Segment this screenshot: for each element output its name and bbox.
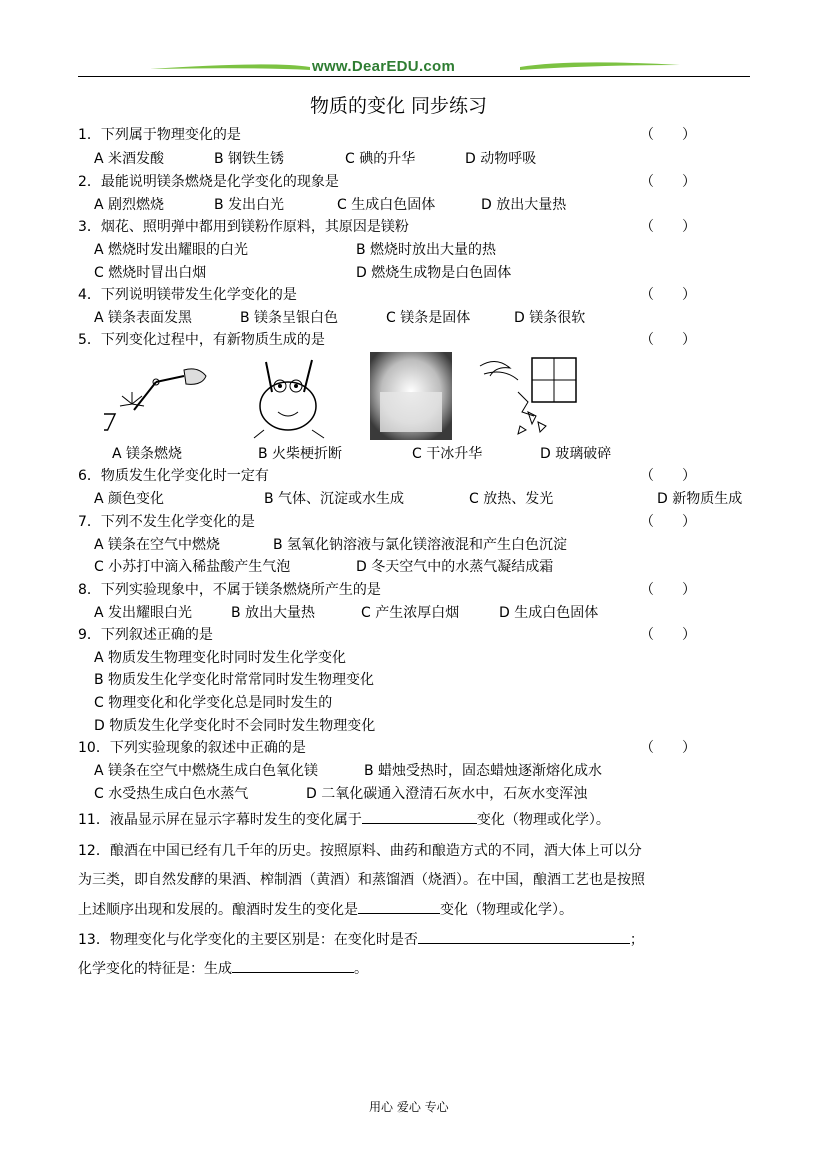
q11-text-pre: 11．液晶显示屏在显示字幕时发生的变化属于 <box>78 812 362 828</box>
q8-option-a[interactable]: A 发出耀眼白光 <box>94 605 193 621</box>
q1-answer-paren[interactable]: （ ） <box>640 127 696 143</box>
q6-option-b[interactable]: B 气体、沉淀或水生成 <box>264 491 405 507</box>
q4-option-d[interactable]: D 镁条很软 <box>514 310 586 326</box>
q7-stem: 7．下列不发生化学变化的是 <box>78 514 255 530</box>
q10-stem: 10．下列实验现象的叙述中正确的是 <box>78 740 306 756</box>
page-footer: 用心 爱心 专心 <box>369 1100 449 1114</box>
q10-answer-paren[interactable]: （ ） <box>640 740 696 756</box>
q4-answer-paren[interactable]: （ ） <box>640 287 696 303</box>
q3-option-a[interactable]: A 燃烧时发出耀眼的白光 <box>94 242 249 258</box>
q10-option-d[interactable]: D 二氧化碳通入澄清石灰水中，石灰水变浑浊 <box>306 786 588 802</box>
matchstick-breaking-picture[interactable] <box>242 352 342 440</box>
q13-text-post: ； <box>629 932 644 948</box>
site-logo[interactable]: www.DearEDU.com <box>312 58 456 75</box>
q7-option-b[interactable]: B 氢氧化钠溶液与氯化镁溶液混和产生白色沉淀 <box>273 537 568 553</box>
q3-answer-paren[interactable]: （ ） <box>640 219 696 235</box>
q5-option-c[interactable]: C 干冰升华 <box>412 446 483 462</box>
q1-option-b[interactable]: B 钢铁生锈 <box>214 151 285 167</box>
q13-line-2 <box>78 958 368 978</box>
header-rule <box>78 76 750 77</box>
q3-option-c[interactable]: C 燃烧时冒出白烟 <box>94 265 207 281</box>
q2-option-b[interactable]: B 发出白光 <box>214 197 285 213</box>
q5-option-b[interactable]: B 火柴梗折断 <box>258 446 343 462</box>
q4-stem: 4．下列说明镁带发生化学变化的是 <box>78 287 297 303</box>
q13-text-post-2: 。 <box>354 961 368 977</box>
q13-text-pre-2: 化学变化的特征是：生成 <box>78 961 232 977</box>
q12-text-post: 变化（物理或化学）。 <box>440 902 573 918</box>
q4-option-b[interactable]: B 镁条呈银白色 <box>240 310 339 326</box>
q7-option-a[interactable]: A 镁条在空气中燃烧 <box>94 537 221 553</box>
q8-option-c[interactable]: C 产生浓厚白烟 <box>361 605 460 621</box>
q10-option-c[interactable]: C 水受热生成白色水蒸气 <box>94 786 249 802</box>
q8-option-b[interactable]: B 放出大量热 <box>231 605 316 621</box>
q12-line-3 <box>78 899 573 919</box>
q1-option-c[interactable]: C 碘的升华 <box>345 151 416 167</box>
q8-answer-paren[interactable]: （ ） <box>640 582 696 598</box>
magnesium-burning-picture[interactable] <box>104 352 216 440</box>
q13-text-pre: 13．物理变化与化学变化的主要区别是：在变化时是否 <box>78 932 418 948</box>
q6-stem: 6．物质发生化学变化时一定有 <box>78 468 269 484</box>
q9-option-b[interactable]: B 物质发生化学变化时常常同时发生物理变化 <box>94 672 375 688</box>
q4-option-c[interactable]: C 镁条是固体 <box>386 310 471 326</box>
q6-option-c[interactable]: C 放热、发光 <box>469 491 554 507</box>
q12-text-pre: 上述顺序出现和发展的。酿酒时发生的变化是 <box>78 902 358 918</box>
q4-option-a[interactable]: A 镁条表面发黑 <box>94 310 193 326</box>
q12-line-2: 为三类，即自然发酵的果酒、榨制酒（黄酒）和蒸馏酒（烧酒）。在中国，酿酒工艺也是按照 <box>78 872 645 888</box>
q5-answer-paren[interactable]: （ ） <box>640 332 696 348</box>
page-title: 物质的变化 同步练习 <box>310 95 488 117</box>
dry-ice-sublimation-picture[interactable] <box>370 352 452 440</box>
q9-answer-paren[interactable]: （ ） <box>640 627 696 643</box>
q13-blank-1[interactable] <box>418 929 630 944</box>
q13-line-1 <box>78 929 644 949</box>
q7-option-c[interactable]: C 小苏打中滴入稀盐酸产生气泡 <box>94 559 291 575</box>
glass-breaking-picture[interactable] <box>474 352 584 440</box>
q1-option-a[interactable]: A 米酒发酸 <box>94 151 165 167</box>
q5-stem: 5．下列变化过程中，有新物质生成的是 <box>78 332 325 348</box>
q9-option-c[interactable]: C 物理变化和化学变化总是同时发生的 <box>94 695 333 711</box>
q6-option-d[interactable]: D 新物质生成 <box>657 491 743 507</box>
q3-option-d[interactable]: D 燃烧生成物是白色固体 <box>356 265 512 281</box>
q10-option-a[interactable]: A 镁条在空气中燃烧生成白色氧化镁 <box>94 763 319 779</box>
q8-stem: 8．下列实验现象中，不属于镁条燃烧所产生的是 <box>78 582 381 598</box>
q3-stem: 3．烟花、照明弹中都用到镁粉作原料，其原因是镁粉 <box>78 219 409 235</box>
q12-line-1: 12．酿酒在中国已经有几千年的历史。按照原料、曲药和酿造方式的不同，酒大体上可以分 <box>78 843 642 859</box>
q1-stem: 1．下列属于物理变化的是 <box>78 127 241 143</box>
q12-blank[interactable] <box>358 899 440 914</box>
q11-blank[interactable] <box>362 809 477 824</box>
q3-option-b[interactable]: B 燃烧时放出大量的热 <box>356 242 497 258</box>
q9-option-d[interactable]: D 物质发生化学变化时不会同时发生物理变化 <box>94 718 376 734</box>
q6-option-a[interactable]: A 颜色变化 <box>94 491 165 507</box>
q13-blank-2[interactable] <box>232 958 354 973</box>
q2-option-c[interactable]: C 生成白色固体 <box>337 197 436 213</box>
q2-option-a[interactable]: A 剧烈燃烧 <box>94 197 165 213</box>
q1-option-d[interactable]: D 动物呼吸 <box>465 151 537 167</box>
q9-option-a[interactable]: A 物质发生物理变化时同时发生化学变化 <box>94 650 347 666</box>
q9-stem: 9．下列叙述正确的是 <box>78 627 213 643</box>
q11-text-post: 变化（物理或化学）。 <box>476 812 610 828</box>
q2-option-d[interactable]: D 放出大量热 <box>481 197 567 213</box>
q7-option-d[interactable]: D 冬天空气中的水蒸气凝结成霜 <box>356 559 554 575</box>
q7-answer-paren[interactable]: （ ） <box>640 514 696 530</box>
q11-line <box>78 809 610 829</box>
q5-option-d[interactable]: D 玻璃破碎 <box>540 446 612 462</box>
q2-stem: 2．最能说明镁条燃烧是化学变化的现象是 <box>78 174 339 190</box>
q2-answer-paren[interactable]: （ ） <box>640 174 696 190</box>
q10-option-b[interactable]: B 蜡烛受热时，固态蜡烛逐渐熔化成水 <box>364 763 603 779</box>
q5-option-a[interactable]: A 镁条燃烧 <box>112 446 183 462</box>
q6-answer-paren[interactable]: （ ） <box>640 468 696 484</box>
q8-option-d[interactable]: D 生成白色固体 <box>499 605 599 621</box>
